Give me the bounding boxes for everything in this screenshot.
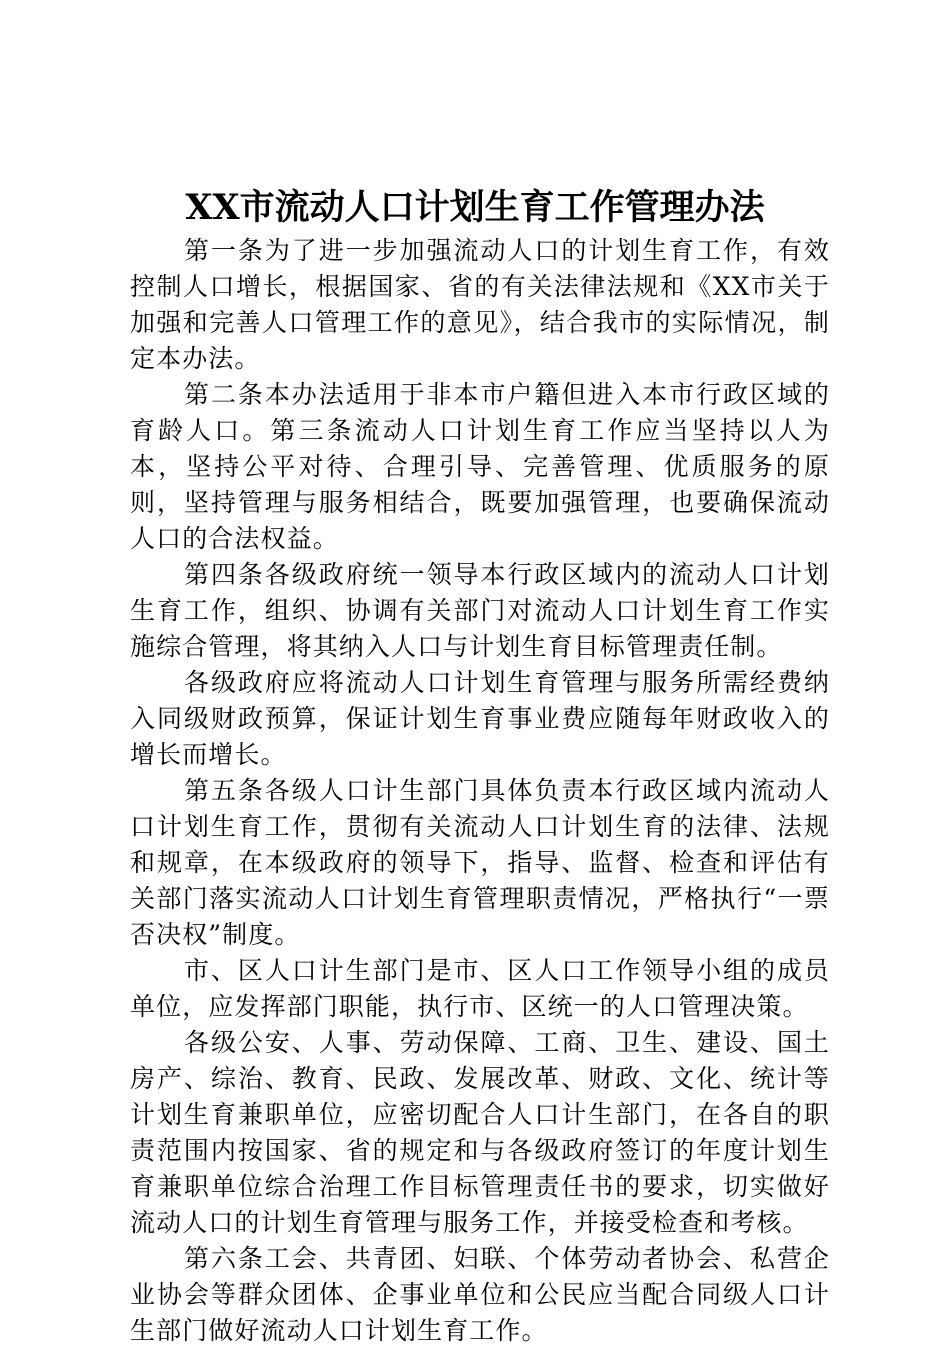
paragraph-article-2-3: 第二条本办法适用于非本市户籍但进入本市行政区域的育龄人口。第三条流动人口计划生育工作应当坚持以人为本，坚持公平对待、合理引导、完善管理、优质服务的原则，坚持管理与服务相结合，既要加强管理，也要确保流动人口的合法权益。 (130, 380, 830, 553)
paragraph-funding: 各级政府应将流动人口计划生育管理与服务所需经费纳入同级财政预算，保证计划生育事业费应随每年财政收入的增长而增长。 (130, 668, 830, 769)
document-title: XX市流动人口计划生育工作管理办法 (185, 187, 765, 228)
paragraph-part-time-units: 各级公安、人事、劳动保障、工商、卫生、建设、国土房产、综治、教育、民政、发展改革、财政、文化、统计等计划生育兼职单位，应密切配合人口计生部门，在各自的职责范围内按国家、省的规定和与各级政府签订的年度计划生育兼职单位综合治理工作目标管理责任书的要求，切实做好流动人口的计划生育管理与服务工作，并接受检查和考核。 (130, 1028, 830, 1237)
document-body (130, 233, 830, 1349)
paragraph-article-4: 第四条各级政府统一领导本行政区域内的流动人口计划生育工作，组织、协调有关部门对流动人口计划生育工作实施综合管理，将其纳入人口与计划生育目标管理责任制。 (130, 560, 830, 661)
paragraph-article-1: 第一条为了进一步加强流动人口的计划生育工作，有效控制人口增长，根据国家、省的有关法律法规和《XX市关于加强和完善人口管理工作的意见》，结合我市的实际情况，制定本办法。 (130, 236, 830, 373)
paragraph-article-6: 第六条工会、共青团、妇联、个体劳动者协会、私营企业协会等群众团体、企事业单位和公民应当配合同级人口计生部门做好流动人口计划生育工作。 (130, 1244, 830, 1345)
paragraph-city-district-departments: 市、区人口计生部门是市、区人口工作领导小组的成员单位，应发挥部门职能，执行市、区统一的人口管理决策。 (130, 956, 830, 1021)
paragraph-article-5: 第五条各级人口计生部门具体负责本行政区域内流动人口计划生育工作，贯彻有关流动人口计划生育的法律、法规和规章，在本级政府的领导下，指导、监督、检查和评估有关部门落实流动人口计划生育管理职责情况，严格执行“一票否决权”制度。 (130, 776, 830, 949)
